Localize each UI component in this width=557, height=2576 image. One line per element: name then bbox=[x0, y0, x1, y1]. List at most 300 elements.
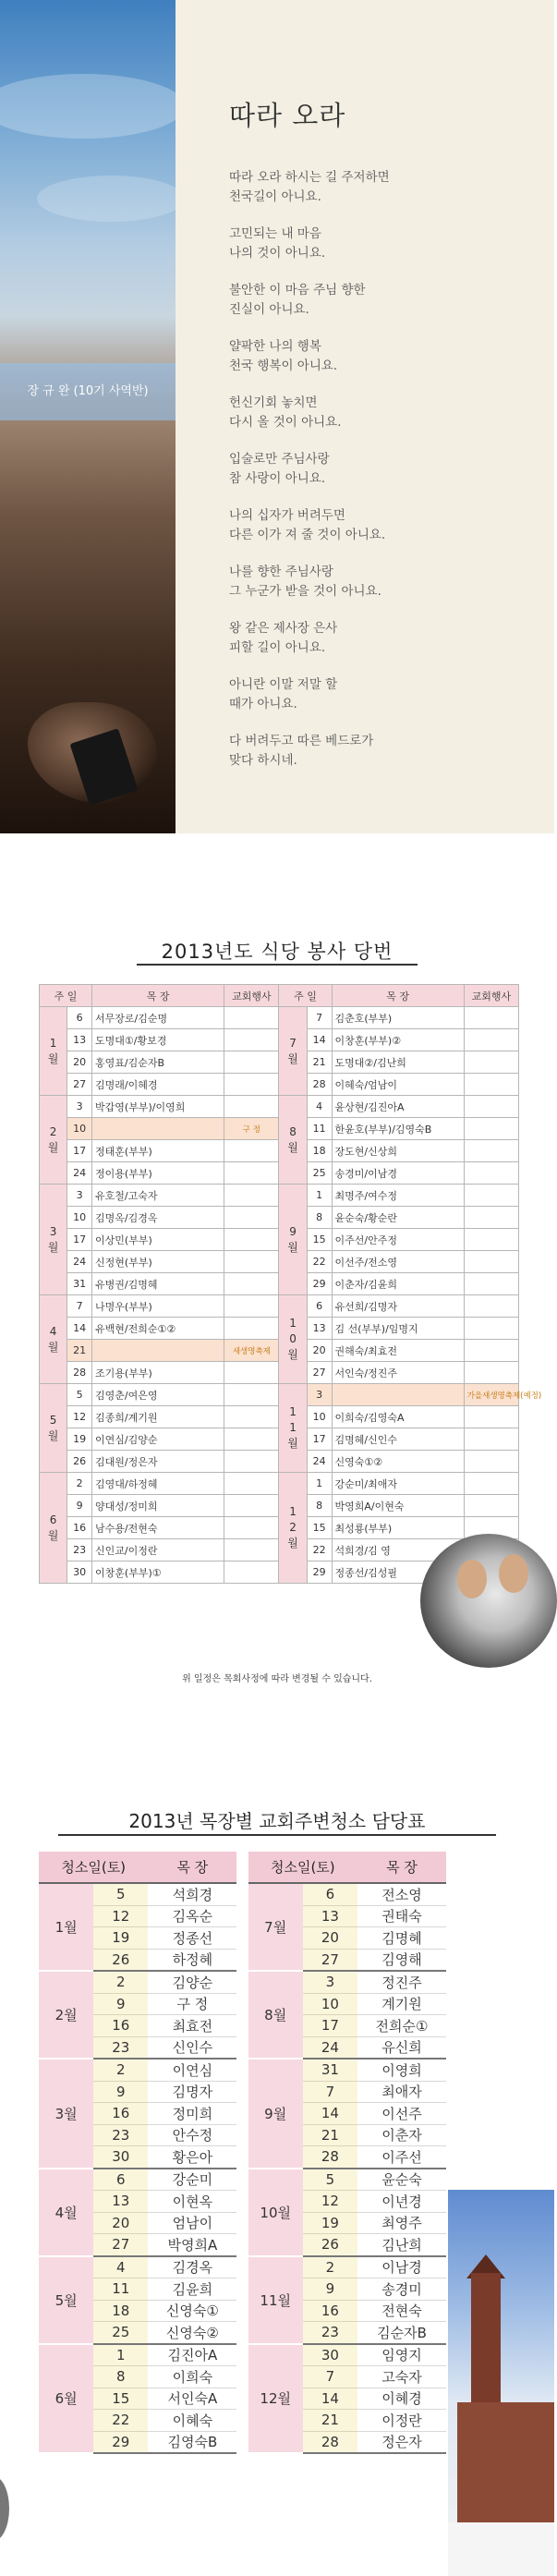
column-gap bbox=[236, 2036, 248, 2059]
event-cell bbox=[224, 1539, 279, 1561]
group-cell: 송경미 bbox=[357, 2278, 446, 2301]
group-cell: 이혜숙/엄남이 bbox=[332, 1074, 464, 1096]
day-cell: 20 bbox=[67, 1051, 92, 1074]
column-gap bbox=[236, 1971, 248, 1993]
group-cell: 엄남이 bbox=[148, 2212, 236, 2234]
group-cell: 이주선/안주정 bbox=[332, 1229, 464, 1251]
group-cell: 정종선/김성필 bbox=[332, 1561, 464, 1584]
event-cell bbox=[224, 1162, 279, 1185]
group-cell: 고숙자 bbox=[357, 2366, 446, 2388]
day-cell: 24 bbox=[67, 1251, 92, 1273]
event-cell bbox=[224, 1428, 279, 1451]
group-cell: 임영지 bbox=[357, 2344, 446, 2366]
table-row bbox=[39, 2431, 446, 2453]
day-cell: 30 bbox=[67, 1561, 92, 1584]
group-cell: 홍영표/김순자B bbox=[92, 1051, 224, 1074]
group-cell: 안수정 bbox=[148, 2124, 236, 2146]
day-cell: 13 bbox=[307, 1318, 332, 1340]
poem-stanza bbox=[229, 732, 534, 771]
poem-line: 천국길이 아니요. bbox=[229, 189, 321, 204]
poem-title: 따라 오라 bbox=[229, 100, 346, 131]
group-cell: 최명주/여수정 bbox=[332, 1185, 464, 1207]
day-cell: 17 bbox=[67, 1229, 92, 1251]
poem-stanza bbox=[229, 675, 534, 714]
day-cell: 19 bbox=[303, 2212, 357, 2234]
event-cell bbox=[224, 1362, 279, 1384]
group-cell: 정이용(부부) bbox=[92, 1162, 224, 1185]
day-cell: 27 bbox=[93, 2234, 148, 2256]
day-cell: 20 bbox=[303, 1927, 357, 1950]
group-cell: 김종희/계기원 bbox=[92, 1406, 224, 1428]
day-cell: 15 bbox=[307, 1517, 332, 1539]
group-cell: 이상민(부부) bbox=[92, 1229, 224, 1251]
group-cell: 조기용(부부) bbox=[92, 1362, 224, 1384]
group-cell: 도명대①/황보경 bbox=[92, 1029, 224, 1051]
table-row bbox=[39, 1905, 446, 1927]
group-cell: 김명자 bbox=[148, 2081, 236, 2103]
group-cell: 권해숙/최효전 bbox=[332, 1340, 464, 1362]
group-cell: 정종선 bbox=[148, 1927, 236, 1950]
event-cell bbox=[464, 1162, 518, 1185]
group-cell: 이춘자 bbox=[357, 2124, 446, 2146]
day-cell: 2 bbox=[67, 1473, 92, 1495]
day-cell: 6 bbox=[303, 1883, 357, 1905]
column-gap bbox=[236, 2103, 248, 2125]
group-cell: 윤상현/김진아A bbox=[332, 1096, 464, 1118]
event-cell bbox=[224, 1251, 279, 1273]
day-cell: 1 bbox=[307, 1185, 332, 1207]
event-cell bbox=[224, 1473, 279, 1495]
event-cell bbox=[224, 1318, 279, 1340]
poem-line: 불안한 이 마음 주님 향한 bbox=[229, 283, 366, 298]
group-cell: 김명혜 bbox=[357, 1927, 446, 1950]
group-cell: 정진주 bbox=[357, 1971, 446, 1993]
column-gap bbox=[236, 2059, 248, 2081]
table-row bbox=[39, 2344, 446, 2366]
table-row bbox=[39, 2146, 446, 2169]
header-group: 목 장 bbox=[357, 1852, 446, 1883]
day-cell: 6 bbox=[307, 1295, 332, 1318]
group-cell: 유백현/전희순①② bbox=[92, 1318, 224, 1340]
day-cell: 6 bbox=[93, 2169, 148, 2191]
day-cell: 8 bbox=[307, 1495, 332, 1517]
day-cell: 24 bbox=[67, 1162, 92, 1185]
group-cell: 이연심 bbox=[148, 2059, 236, 2081]
header-group: 목 장 bbox=[92, 985, 224, 1007]
column-gap bbox=[236, 2256, 248, 2278]
day-cell: 8 bbox=[307, 1207, 332, 1229]
event-cell bbox=[464, 1251, 518, 1273]
event-cell bbox=[224, 1096, 279, 1118]
group-cell: 이선주/전소영 bbox=[332, 1251, 464, 1273]
event-cell bbox=[224, 1229, 279, 1251]
group-cell: 정태훈(부부) bbox=[92, 1140, 224, 1162]
month-cell: 8월 bbox=[248, 1971, 303, 2059]
group-cell: 권태숙 bbox=[357, 1905, 446, 1927]
event-cell bbox=[224, 1451, 279, 1473]
group-cell: 이현옥 bbox=[148, 2191, 236, 2213]
poem-stanza bbox=[229, 619, 534, 658]
day-cell: 14 bbox=[67, 1318, 92, 1340]
month-cell: 9 월 bbox=[279, 1185, 307, 1295]
column-gap bbox=[236, 1927, 248, 1950]
event-cell bbox=[464, 1473, 518, 1495]
day-cell: 21 bbox=[303, 2124, 357, 2146]
event-cell bbox=[464, 1362, 518, 1384]
month-cell: 7월 bbox=[248, 1883, 303, 1971]
column-gap bbox=[236, 2388, 248, 2410]
event-cell bbox=[224, 1517, 279, 1539]
header-cleaning-day: 청소일(토) bbox=[39, 1852, 148, 1883]
kitchen-table-body bbox=[40, 1007, 542, 1584]
poem-line: 왕 같은 제사장 은사 bbox=[229, 621, 338, 636]
day-cell: 23 bbox=[93, 2036, 148, 2059]
day-cell: 23 bbox=[67, 1539, 92, 1561]
day-cell: 12 bbox=[67, 1406, 92, 1428]
group-cell: 김양순 bbox=[148, 1971, 236, 1993]
poem-author: 장 규 완 (10기 사역반) bbox=[27, 384, 149, 398]
poem-stanza bbox=[229, 225, 534, 263]
group-cell: 황은아 bbox=[148, 2146, 236, 2169]
day-cell: 1 bbox=[93, 2344, 148, 2366]
group-cell: 최효전 bbox=[148, 2015, 236, 2037]
couple-photo bbox=[420, 1534, 557, 1668]
header-sunday: 주 일 bbox=[40, 985, 92, 1007]
month-cell: 1 2 월 bbox=[279, 1473, 307, 1584]
event-cell bbox=[224, 1561, 279, 1584]
cleaning-schedule-title: 2013년 목장별 교회주변청소 담당표 bbox=[128, 1810, 426, 1832]
month-cell: 3 월 bbox=[40, 1185, 67, 1295]
group-cell: 김영숙B bbox=[148, 2431, 236, 2453]
event-cell bbox=[464, 1273, 518, 1295]
event-cell bbox=[224, 1384, 279, 1406]
event-cell bbox=[464, 1207, 518, 1229]
group-cell: 김명래/이혜경 bbox=[92, 1074, 224, 1096]
day-cell: 3 bbox=[303, 1971, 357, 1993]
month-cell: 6 월 bbox=[40, 1473, 67, 1584]
day-cell: 22 bbox=[307, 1539, 332, 1561]
group-cell: 이영희 bbox=[357, 2059, 446, 2081]
group-cell: 이연심/김양순 bbox=[92, 1428, 224, 1451]
month-cell: 3월 bbox=[39, 2059, 93, 2169]
day-cell: 15 bbox=[307, 1229, 332, 1251]
day-cell: 7 bbox=[303, 2366, 357, 2388]
event-cell bbox=[224, 1207, 279, 1229]
table-row bbox=[39, 2256, 446, 2278]
group-cell: 김영해 bbox=[357, 1949, 446, 1971]
group-cell: 나명우(부부) bbox=[92, 1295, 224, 1318]
poem-line: 얄팍한 나의 행복 bbox=[229, 339, 321, 354]
month-cell: 8 월 bbox=[279, 1096, 307, 1185]
day-cell: 3 bbox=[67, 1096, 92, 1118]
group-cell bbox=[92, 1118, 224, 1140]
header-group: 목 장 bbox=[148, 1852, 236, 1883]
group-cell: 신정현(부부) bbox=[92, 1251, 224, 1273]
group-cell: 남수용/전현숙 bbox=[92, 1517, 224, 1539]
day-cell: 16 bbox=[93, 2015, 148, 2037]
group-cell: 전현숙 bbox=[357, 2300, 446, 2322]
event-cell bbox=[224, 1007, 279, 1029]
column-gap bbox=[236, 2431, 248, 2453]
month-cell: 1 1 월 bbox=[279, 1384, 307, 1473]
table-row bbox=[39, 1883, 446, 1905]
day-cell: 20 bbox=[93, 2212, 148, 2234]
poem-body bbox=[229, 168, 534, 788]
poem-line: 고민되는 내 마음 bbox=[229, 226, 321, 241]
day-cell: 21 bbox=[303, 2410, 357, 2432]
group-cell: 서인숙/정진주 bbox=[332, 1362, 464, 1384]
group-cell: 김춘호(부부) bbox=[332, 1007, 464, 1029]
day-cell: 25 bbox=[93, 2322, 148, 2344]
poem-line: 입술로만 주님사랑 bbox=[229, 452, 330, 467]
group-cell: 이희숙 bbox=[148, 2366, 236, 2388]
month-cell: 4 월 bbox=[40, 1295, 67, 1384]
day-cell: 12 bbox=[93, 1905, 148, 1927]
event-cell bbox=[464, 1340, 518, 1362]
day-cell: 4 bbox=[307, 1096, 332, 1118]
poem-stanza bbox=[229, 394, 534, 432]
month-cell: 7 월 bbox=[279, 1007, 307, 1096]
group-cell: 김윤희 bbox=[148, 2278, 236, 2301]
day-cell: 16 bbox=[93, 2103, 148, 2125]
group-cell: 박갑영(부부)/이영희 bbox=[92, 1096, 224, 1118]
day-cell: 18 bbox=[93, 2300, 148, 2322]
title-underline bbox=[58, 1834, 496, 1836]
group-cell: 이정란 bbox=[357, 2410, 446, 2432]
day-cell: 13 bbox=[67, 1029, 92, 1051]
column-gap bbox=[236, 2081, 248, 2103]
day-cell: 6 bbox=[67, 1007, 92, 1029]
day-cell: 23 bbox=[93, 2124, 148, 2146]
day-cell: 27 bbox=[307, 1362, 332, 1384]
event-cell bbox=[464, 1428, 518, 1451]
group-cell: 정미희 bbox=[148, 2103, 236, 2125]
column-gap bbox=[236, 1905, 248, 1927]
event-cell: 가을새생명축제(예정) bbox=[464, 1384, 518, 1406]
event-cell bbox=[464, 1140, 518, 1162]
group-cell: 최애자 bbox=[357, 2081, 446, 2103]
group-cell: 김진아A bbox=[148, 2344, 236, 2366]
decorative-shape bbox=[0, 2476, 9, 2541]
event-cell bbox=[224, 1029, 279, 1051]
schedule-note: 위 일정은 목회사정에 따라 변경될 수 있습니다. bbox=[182, 1674, 372, 1684]
table-row bbox=[39, 2015, 446, 2037]
group-cell: 박영희A bbox=[148, 2234, 236, 2256]
day-cell: 9 bbox=[303, 2278, 357, 2301]
event-cell bbox=[464, 1318, 518, 1340]
month-cell: 12월 bbox=[248, 2344, 303, 2454]
day-cell: 22 bbox=[307, 1251, 332, 1273]
day-cell: 5 bbox=[67, 1384, 92, 1406]
day-cell: 8 bbox=[93, 2366, 148, 2388]
month-cell: 1 0 월 bbox=[279, 1295, 307, 1384]
day-cell: 27 bbox=[67, 1074, 92, 1096]
day-cell: 28 bbox=[303, 2146, 357, 2169]
event-cell: 새생명축제 bbox=[224, 1340, 279, 1362]
group-cell: 최영주 bbox=[357, 2212, 446, 2234]
poem-panel bbox=[0, 0, 554, 833]
poem-line: 나의 십자가 버려두면 bbox=[229, 508, 345, 523]
group-cell: 석희경 bbox=[148, 1883, 236, 1905]
day-cell: 7 bbox=[303, 2081, 357, 2103]
poem-line: 참 사랑이 아니요. bbox=[229, 471, 326, 486]
day-cell: 5 bbox=[303, 2169, 357, 2191]
group-cell: 이년경 bbox=[357, 2191, 446, 2213]
day-cell: 17 bbox=[303, 2015, 357, 2037]
church-building-image bbox=[457, 2402, 554, 2541]
column-gap bbox=[236, 2300, 248, 2322]
day-cell: 17 bbox=[307, 1428, 332, 1451]
group-cell: 이창훈(부부)① bbox=[92, 1561, 224, 1584]
day-cell: 11 bbox=[93, 2278, 148, 2301]
cleaning-schedule-table bbox=[39, 1852, 446, 2454]
day-cell: 29 bbox=[93, 2431, 148, 2453]
table-row bbox=[39, 1949, 446, 1971]
table-row bbox=[39, 2410, 446, 2432]
table-row bbox=[39, 2036, 446, 2059]
person-image bbox=[457, 1560, 487, 1598]
poem-line: 피할 길이 아니요. bbox=[229, 640, 326, 655]
day-cell: 21 bbox=[67, 1340, 92, 1362]
group-cell: 정은자 bbox=[357, 2431, 446, 2453]
day-cell: 1 bbox=[307, 1473, 332, 1495]
table-row bbox=[40, 1384, 519, 1406]
table-row bbox=[39, 1927, 446, 1950]
group-cell: 강순미 bbox=[148, 2169, 236, 2191]
group-cell: 도명대②/김난희 bbox=[332, 1051, 464, 1074]
day-cell: 7 bbox=[67, 1295, 92, 1318]
column-gap bbox=[236, 1883, 248, 1905]
table-row bbox=[40, 1295, 519, 1318]
table-row bbox=[39, 2278, 446, 2301]
group-cell: 김경옥 bbox=[148, 2256, 236, 2278]
day-cell: 28 bbox=[67, 1362, 92, 1384]
church-tower-image bbox=[471, 2273, 501, 2412]
event-cell: 구 정 bbox=[224, 1118, 279, 1140]
day-cell: 16 bbox=[303, 2300, 357, 2322]
group-cell: 구 정 bbox=[148, 1993, 236, 2015]
group-cell: 유선희/김명자 bbox=[332, 1295, 464, 1318]
day-cell: 16 bbox=[67, 1517, 92, 1539]
day-cell: 26 bbox=[67, 1451, 92, 1473]
column-gap bbox=[236, 2344, 248, 2366]
column-gap bbox=[236, 2124, 248, 2146]
day-cell: 14 bbox=[303, 2388, 357, 2410]
month-cell: 4월 bbox=[39, 2169, 93, 2256]
group-cell: 김옥순 bbox=[148, 1905, 236, 1927]
event-cell bbox=[224, 1140, 279, 1162]
event-cell bbox=[464, 1029, 518, 1051]
poem-line: 맞다 하시네. bbox=[229, 753, 297, 768]
day-cell: 28 bbox=[303, 2431, 357, 2453]
group-cell: 신영숙①② bbox=[332, 1451, 464, 1473]
event-cell bbox=[224, 1273, 279, 1295]
column-gap bbox=[236, 2410, 248, 2432]
cloud-shape bbox=[0, 74, 185, 139]
day-cell: 29 bbox=[307, 1561, 332, 1584]
poem-line: 천국 행복이 아니요. bbox=[229, 358, 338, 373]
event-cell bbox=[224, 1295, 279, 1318]
group-cell bbox=[332, 1384, 464, 1406]
day-cell: 24 bbox=[303, 2036, 357, 2059]
group-cell: 계기원 bbox=[357, 1993, 446, 2015]
day-cell: 28 bbox=[307, 1074, 332, 1096]
group-cell: 김영춘/여은영 bbox=[92, 1384, 224, 1406]
group-cell: 석희경/김 영 bbox=[332, 1539, 464, 1561]
day-cell: 3 bbox=[67, 1185, 92, 1207]
group-cell: 한윤호(부부)/김영숙B bbox=[332, 1118, 464, 1140]
event-cell bbox=[464, 1495, 518, 1517]
table-row bbox=[39, 2388, 446, 2410]
group-cell: 하정혜 bbox=[148, 1949, 236, 1971]
table-row bbox=[39, 2300, 446, 2322]
group-cell: 김대원/정은자 bbox=[92, 1451, 224, 1473]
month-cell: 1 월 bbox=[40, 1007, 67, 1096]
event-cell bbox=[464, 1451, 518, 1473]
column-gap bbox=[236, 1852, 248, 1883]
column-gap bbox=[236, 1993, 248, 2015]
group-cell: 윤순숙/황순란 bbox=[332, 1207, 464, 1229]
column-gap bbox=[236, 2191, 248, 2213]
group-cell: 이희숙/김영숙A bbox=[332, 1406, 464, 1428]
poem-line: 나를 향한 주님사랑 bbox=[229, 565, 333, 579]
day-cell: 27 bbox=[303, 1949, 357, 1971]
group-cell: 김명혜/신인수 bbox=[332, 1428, 464, 1451]
event-cell bbox=[224, 1051, 279, 1074]
group-cell: 신영숙② bbox=[148, 2322, 236, 2344]
day-cell: 13 bbox=[303, 1905, 357, 1927]
day-cell: 18 bbox=[307, 1140, 332, 1162]
month-cell: 10월 bbox=[248, 2169, 303, 2256]
group-cell: 유호철/고숙자 bbox=[92, 1185, 224, 1207]
day-cell: 17 bbox=[67, 1140, 92, 1162]
group-cell: 서인숙A bbox=[148, 2388, 236, 2410]
event-cell bbox=[464, 1185, 518, 1207]
header-event: 교회행사 bbox=[224, 985, 279, 1007]
day-cell: 9 bbox=[93, 1993, 148, 2015]
day-cell: 14 bbox=[307, 1029, 332, 1051]
day-cell: 23 bbox=[303, 2322, 357, 2344]
header-event: 교회행사 bbox=[464, 985, 518, 1007]
table-row bbox=[39, 2124, 446, 2146]
event-cell bbox=[464, 1229, 518, 1251]
day-cell: 2 bbox=[303, 2256, 357, 2278]
kitchen-schedule-title: 2013년도 식당 봉사 당번 bbox=[161, 941, 394, 963]
group-cell: 박영희A/이현숙 bbox=[332, 1495, 464, 1517]
poem-stanza bbox=[229, 563, 534, 601]
poem-stanza bbox=[229, 337, 534, 376]
group-cell: 최성룡(부부) bbox=[332, 1517, 464, 1539]
day-cell: 19 bbox=[93, 1927, 148, 1950]
group-cell: 서무장로/김순명 bbox=[92, 1007, 224, 1029]
group-cell: 김 선(부부)/임명지 bbox=[332, 1318, 464, 1340]
poem-stanza bbox=[229, 506, 534, 545]
table-row bbox=[39, 2103, 446, 2125]
day-cell: 26 bbox=[93, 1949, 148, 1971]
title-underline bbox=[137, 964, 418, 966]
snow-ground bbox=[448, 2522, 554, 2576]
poem-line: 다른 이가 져 줄 것이 아니요. bbox=[229, 528, 386, 542]
table-row bbox=[39, 2169, 446, 2191]
day-cell: 3 bbox=[307, 1384, 332, 1406]
day-cell: 9 bbox=[93, 2081, 148, 2103]
day-cell: 13 bbox=[93, 2191, 148, 2213]
month-cell: 11월 bbox=[248, 2256, 303, 2344]
group-cell: 전소영 bbox=[357, 1883, 446, 1905]
column-gap bbox=[236, 2278, 248, 2301]
table-row bbox=[39, 2366, 446, 2388]
day-cell: 11 bbox=[307, 1118, 332, 1140]
